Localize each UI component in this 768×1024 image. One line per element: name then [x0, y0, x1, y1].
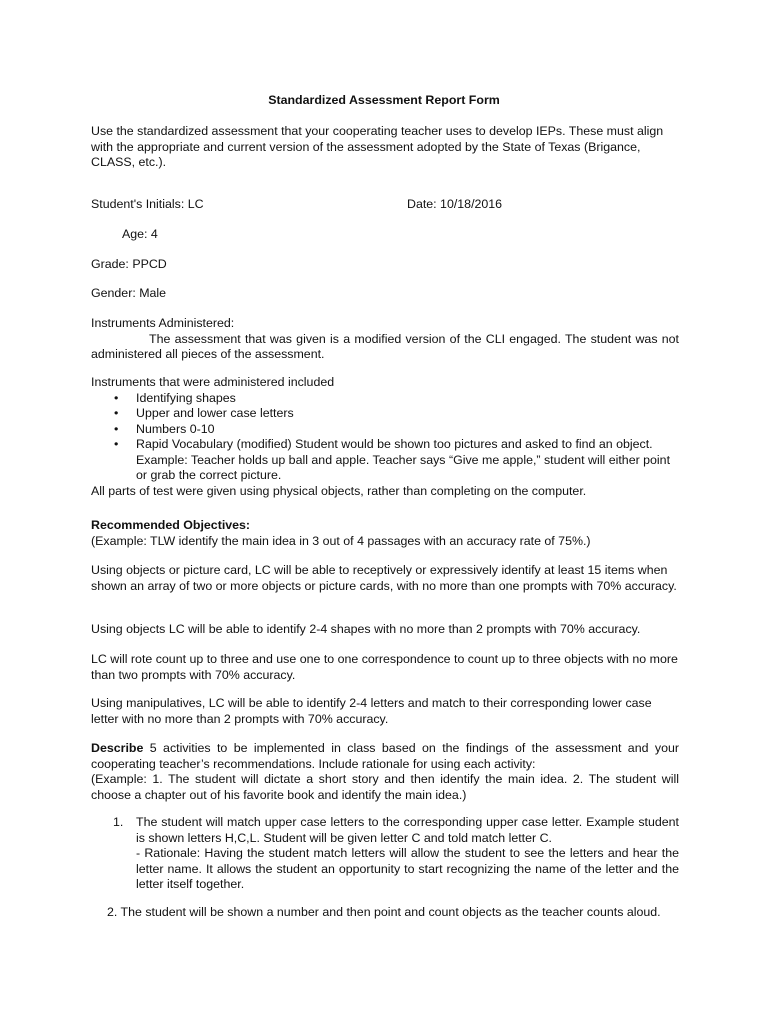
activity-2: 2. The student will be shown a number and then point and count objects as the teacher counts aloud. — [107, 905, 661, 919]
objective-item: LC will rote count up to three and use one to one correspondence to count up to three objects with no more than two prompts with 70% accuracy. — [91, 652, 678, 682]
bullet-icon: • — [114, 421, 119, 436]
describe-section — [91, 741, 679, 803]
intro-paragraph: Use the standardized assessment that your cooperating teacher uses to develop IEPs. These must align with the appropriate and current version of the assessment adopted by the State of Texas (Brigance, CLASS, etc.). — [91, 124, 664, 169]
instruments-text: The assessment that was given is a modified version of the CLI engaged. The student was not administered all pieces of the assessment. — [91, 331, 679, 361]
physical-note: All parts of test were given using physical objects, rather than completing on the computer. — [91, 483, 587, 498]
objective-item: Using objects LC will be able to identify 2-4 shapes with no more than 2 prompts with 70% accuracy. — [91, 622, 641, 636]
objectives-example: (Example: TLW identify the main idea in 3 out of 4 passages with an accuracy rate of 75%.) — [91, 533, 591, 548]
objectives-section — [91, 518, 679, 549]
instruments-section — [91, 316, 679, 363]
instruments-heading: Instruments Administered: — [91, 316, 235, 330]
list-item: • Numbers 0-10 — [114, 421, 215, 436]
bullet-icon: • — [114, 390, 119, 405]
instruments-list — [91, 391, 679, 484]
activity-rationale: - Rationale: Having the student match letters will allow the student to see the letters and hear the letter name. It allows the student an opportunity to start recognizing the name of the letter and the letter itself together. — [136, 846, 679, 891]
activity-1 — [91, 815, 679, 893]
list-item: • Upper and lower case letters — [114, 406, 294, 420]
bullet-icon: • — [114, 437, 119, 451]
activity-number: 1. — [113, 815, 124, 829]
describe-paragraph — [91, 741, 679, 772]
student-grade: Grade: PPCD — [91, 257, 167, 271]
describe-example: (Example: 1. The student will dictate a short story and then identify the main idea. 2. The student will choose a chapter out of his favorite book and identify the main idea.) — [91, 772, 679, 802]
list-item: • Identifying shapes — [114, 390, 236, 405]
describe-text: 5 activities to be implemented in class based on the findings of the assessment and your cooperating teacher’s recommendations. Include rationale for using each activity: — [91, 741, 679, 771]
report-date: Date: 10/18/2016 — [407, 197, 503, 211]
student-gender: Gender: Male — [91, 286, 167, 300]
objective-item: Using manipulatives, LC will be able to identify 2-4 letters and match to their corresponding lower case letter with no more than 2 prompts with 70% accuracy. — [91, 696, 652, 726]
objective-item: Using objects or picture card, LC will be able to receptively or expressively identify at least 15 items when shown an array of two or more objects or picture cards, with no more than one prompts with 70% accuracy. — [91, 563, 677, 593]
activity-text: The student will match upper case letters to the corresponding upper case letter. Example student is shown letters H,C,L. Student will be given letter C and told match letter C. — [136, 815, 679, 845]
administered-section — [91, 375, 679, 499]
student-age: Age: 4 — [122, 227, 158, 241]
objectives-heading: Recommended Objectives: — [91, 518, 251, 532]
list-item: • Rapid Vocabulary (modified) Student would be shown too pictures and asked to find an object. Example: Teacher holds up ball and apple. Teacher says “Give me apple,” student will either point or grab the correct picture. — [114, 437, 671, 482]
activity-item — [91, 815, 679, 893]
administered-heading: Instruments that were administered included — [91, 375, 335, 389]
page-title: Standardized Assessment Report Form — [268, 93, 500, 107]
describe-label: Describe — [91, 741, 144, 755]
student-initials: Student's Initials: LC — [91, 197, 204, 211]
bullet-icon: • — [114, 406, 119, 420]
